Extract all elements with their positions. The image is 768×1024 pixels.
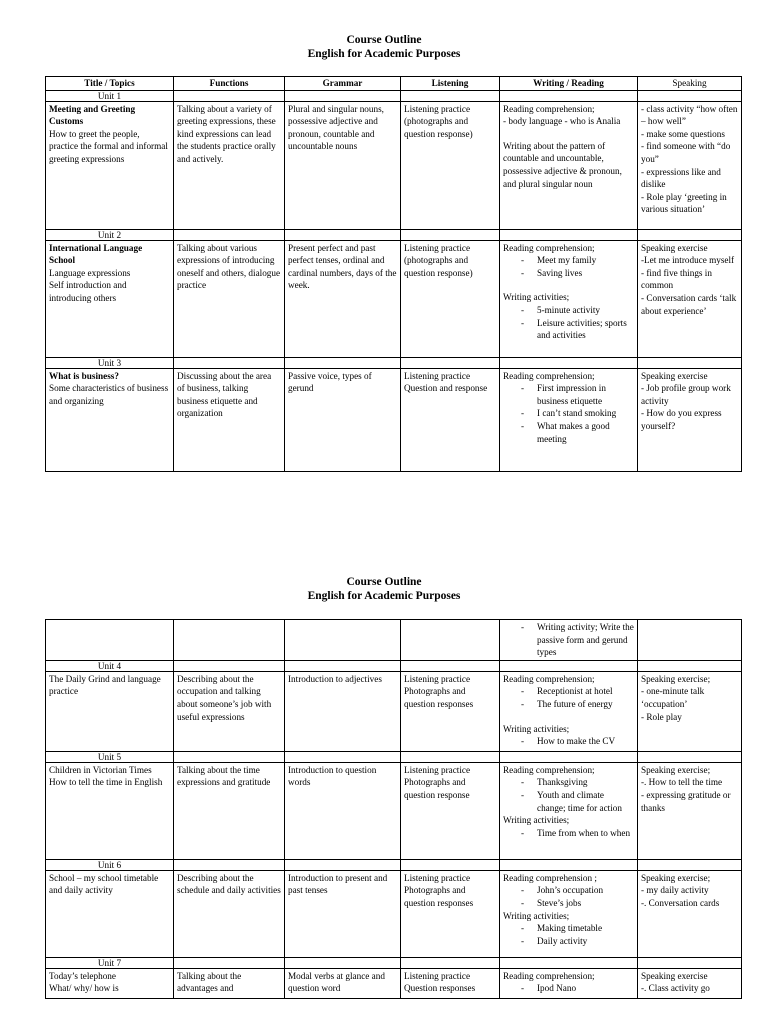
speaking-cell [638,240,742,357]
empty-cell [285,660,401,671]
empty-cell [174,660,285,671]
listening-cell: Listening practice Question and response [401,368,500,471]
empty-cell [500,957,638,968]
empty-cell [401,357,500,368]
writing-reading-cell [500,101,638,229]
list-item: - Making timetable [503,922,634,935]
list-item: - Meet my family [503,254,634,267]
empty-cell [174,751,285,762]
column-header-listening: Listening [401,77,500,91]
speaking-line: - expressions like and dislike [641,166,721,190]
speaking-line: Speaking exercise [641,370,708,381]
list-item: - John’s occupation [503,884,634,897]
empty-cell [500,357,638,368]
speaking-line: -Let me introduce myself [641,255,735,266]
continued-listening-cell [401,620,500,661]
speaking-line: - Job profile group work activity [641,383,731,406]
writing-list [503,735,634,748]
empty-cell [500,229,638,240]
column-header-title-topics: Title / Topics [46,77,174,91]
list-item: - Ipod Nano [503,982,634,995]
speaking-line: -. How to tell the time [641,777,723,788]
spacer [503,128,634,140]
writing-heading: Writing about the pattern of countable and uncountable, possessive adjective & pronoun, and plural singular noun [503,140,622,189]
empty-cell [401,229,500,240]
column-header-grammar: Grammar [285,77,401,91]
speaking-line: Speaking exercise; [641,872,711,883]
reading-list [503,382,634,445]
listening-cell: Listening practice Photographs and question responses [401,671,500,751]
heading-subject: English for Academic Purposes [307,48,461,60]
speaking-line: - find someone with “do you” [641,141,731,164]
topic-line: School – my school timetable and daily activity [49,872,159,896]
empty-cell [174,229,285,240]
speaking-line: - Role play [641,711,682,722]
empty-cell [285,957,401,968]
reading-line: - body language - who is Analia [503,116,621,127]
unit-label: Unit 1 [46,90,174,101]
writing-reading-cell [500,968,638,998]
topic-line: Some characteristics of business and organizing [49,383,169,406]
table-row [46,101,742,229]
empty-cell [174,90,285,101]
continued-title-cell [46,620,174,661]
unit-label: Unit 4 [46,660,174,671]
unit-label-row [46,357,742,368]
empty-cell [638,90,742,101]
unit-label: Unit 5 [46,751,174,762]
reading-line: Reading comprehension; [503,764,595,775]
unit-label: Unit 7 [46,957,174,968]
list-item: - Time from when to when [503,827,634,840]
speaking-line: -. Class activity go [641,983,710,994]
grammar-cell: Introduction to question words [285,762,401,859]
grammar-cell: Introduction to present and past tenses [285,870,401,957]
list-item: - I can’t stand smoking [503,407,634,420]
title-topics-cell [46,368,174,471]
empty-cell [638,751,742,762]
reading-line: Reading comprehension ; [503,872,597,883]
table-body [46,90,742,471]
writing-reading-cell [500,368,638,471]
grammar-cell: Present perfect and past perfect tenses, ordinal and cardinal numbers, days of the week. [285,240,401,357]
speaking-line: Speaking exercise [641,242,708,253]
listening-cell: Listening practice (photographs and question response) [401,240,500,357]
reading-line: Reading comprehension; [503,103,595,114]
table-row [46,368,742,471]
speaking-line: - Role play ‘greeting in various situation’ [641,191,727,215]
speaking-cell [638,101,742,229]
table-row [46,762,742,859]
list-item: - The future of energy [503,698,634,711]
empty-cell [401,859,500,870]
list-item: - 5-minute activity [503,304,634,317]
writing-reading-cell [500,671,638,751]
reading-list [503,254,634,279]
reading-list [503,776,634,814]
title-topics-cell [46,968,174,998]
continued-functions-cell [174,620,285,661]
empty-cell [500,751,638,762]
continued-grammar-cell [285,620,401,661]
writing-heading: Writing activities; [503,723,570,734]
unit-title: What is business? [49,370,119,381]
writing-reading-cell [500,762,638,859]
grammar-cell: Passive voice, types of gerund [285,368,401,471]
empty-cell [500,859,638,870]
functions-cell: Talking about the advantages and [174,968,285,998]
list-item: - Steve’s jobs [503,897,634,910]
speaking-line: - one-minute talk ‘occupation’ [641,686,705,709]
table-row [46,870,742,957]
empty-cell [401,90,500,101]
speaking-line: - How do you express yourself? [641,408,722,431]
spacer [503,711,634,723]
functions-cell: Talking about a variety of greeting expressions, these kind expressions can lead the students practice orally and actively. [174,101,285,229]
empty-cell [174,859,285,870]
list-item: - Thanksgiving [503,776,634,789]
writing-reading-cell [500,240,638,357]
empty-cell [285,90,401,101]
table-body [46,620,742,999]
topic-line: How to tell the time in English [49,777,163,788]
page2-heading [0,575,768,603]
column-header-speaking: Speaking [638,77,742,91]
grammar-cell: Modal verbs at glance and question word [285,968,401,998]
unit-label-row [46,859,742,870]
page1-heading [0,33,768,61]
speaking-line: - Conversation cards ‘talk about experience’ [641,292,737,316]
unit-title: International Language School [49,242,143,266]
grammar-cell: Introduction to adjectives [285,671,401,751]
heading-subject: English for Academic Purposes [307,590,461,602]
table-header-row [46,77,742,91]
table-row [46,671,742,751]
listening-cell: Listening practice Photographs and question responses [401,870,500,957]
list-item: - First impression in business etiquette [503,382,634,407]
speaking-line: - class activity “how often – how well” [641,103,738,127]
empty-cell [401,957,500,968]
reading-line: Reading comprehension; [503,370,595,381]
course-outline-table-1 [45,76,742,472]
topic-line: The Daily Grind and language practice [49,673,161,697]
heading-course-outline: Course Outline [346,576,422,588]
speaking-cell [638,671,742,751]
reading-list [503,982,634,995]
topic-line: Self introduction and introducing others [49,280,127,303]
empty-cell [285,751,401,762]
reading-line: Reading comprehension; [503,673,595,684]
spacer [503,279,634,291]
empty-cell [500,660,638,671]
speaking-line: - expressing gratitude or thanks [641,789,731,813]
empty-cell [638,859,742,870]
functions-cell: Describing about the occupation and talking about someone’s job with useful expressions [174,671,285,751]
empty-cell [285,229,401,240]
topic-line: What/ why/ how is [49,983,119,994]
functions-cell: Talking about the time expressions and gratitude [174,762,285,859]
speaking-line: - find five things in common [641,267,712,291]
empty-cell [401,660,500,671]
continued-speaking-cell [638,620,742,661]
speaking-cell [638,968,742,998]
unit-label-row [46,229,742,240]
title-topics-cell [46,870,174,957]
list-item: - What makes a good meeting [503,420,634,445]
speaking-cell [638,870,742,957]
empty-cell [174,957,285,968]
continued-writing-list [503,621,634,659]
unit-label-row [46,90,742,101]
topic-line: Children in Victorian Times [49,764,152,775]
writing-reading-cell [500,870,638,957]
empty-cell [500,90,638,101]
unit-label-row [46,660,742,671]
list-item: - Youth and climate change; time for action [503,789,634,814]
speaking-line: - my daily activity [641,885,709,896]
column-header-functions: Functions [174,77,285,91]
unit-label: Unit 2 [46,229,174,240]
writing-heading: Writing activities; [503,910,570,921]
functions-cell: Discussing about the area of business, talking business etiquette and organization [174,368,285,471]
empty-cell [285,357,401,368]
functions-cell: Describing about the schedule and daily activities [174,870,285,957]
title-topics-cell [46,671,174,751]
list-item: - Saving lives [503,267,634,280]
empty-cell [638,660,742,671]
continued-row [46,620,742,661]
speaking-cell [638,762,742,859]
table-row [46,240,742,357]
list-item: - Leisure activities; sports and activities [503,317,634,342]
reading-line: Reading comprehension; [503,970,595,981]
unit-label-row [46,957,742,968]
topic-line: How to greet the people, practice the formal and informal greeting expressions [49,128,168,164]
writing-heading: Writing activities; [503,815,570,826]
unit-label-row [46,751,742,762]
reading-list [503,884,634,909]
unit-title: Meeting and Greeting Customs [49,103,136,127]
column-header-writing-reading: Writing / Reading [500,77,638,91]
functions-cell: Talking about various expressions of introducing oneself and others, dialogue practice [174,240,285,357]
reading-line: Reading comprehension; [503,242,595,253]
grammar-cell: Plural and singular nouns, possessive adjective and pronoun, countable and uncountable nouns [285,101,401,229]
unit-label: Unit 6 [46,859,174,870]
empty-cell [401,751,500,762]
list-item: - Receptionist at hotel [503,685,634,698]
heading-course-outline: Course Outline [346,34,422,46]
speaking-line: Speaking exercise [641,970,708,981]
speaking-line: -. Conversation cards [641,897,720,908]
speaking-cell [638,368,742,471]
course-outline-table-2 [45,619,742,999]
listening-cell: Listening practice (photographs and question response) [401,101,500,229]
listening-cell: Listening practice Photographs and question response [401,762,500,859]
topic-line: Language expressions [49,267,131,278]
speaking-line: Speaking exercise; [641,673,711,684]
listening-cell: Listening practice Question responses [401,968,500,998]
continued-writing-cell [500,620,638,661]
unit-label: Unit 3 [46,357,174,368]
reading-list [503,685,634,710]
title-topics-cell [46,762,174,859]
title-topics-cell [46,101,174,229]
writing-list [503,304,634,342]
writing-list [503,922,634,947]
writing-list [503,827,634,840]
list-item: - How to make the CV [503,735,634,748]
speaking-line: Speaking exercise; [641,764,711,775]
empty-cell [174,357,285,368]
empty-cell [285,859,401,870]
empty-cell [638,229,742,240]
speaking-line: - make some questions [641,128,725,139]
empty-cell [638,357,742,368]
writing-heading: Writing activities; [503,292,570,303]
list-item: - Writing activity; Write the passive form and gerund types [503,621,634,659]
title-topics-cell [46,240,174,357]
list-item: - Daily activity [503,935,634,948]
topic-line: Today’s telephone [49,970,116,981]
table-row [46,968,742,998]
empty-cell [638,957,742,968]
